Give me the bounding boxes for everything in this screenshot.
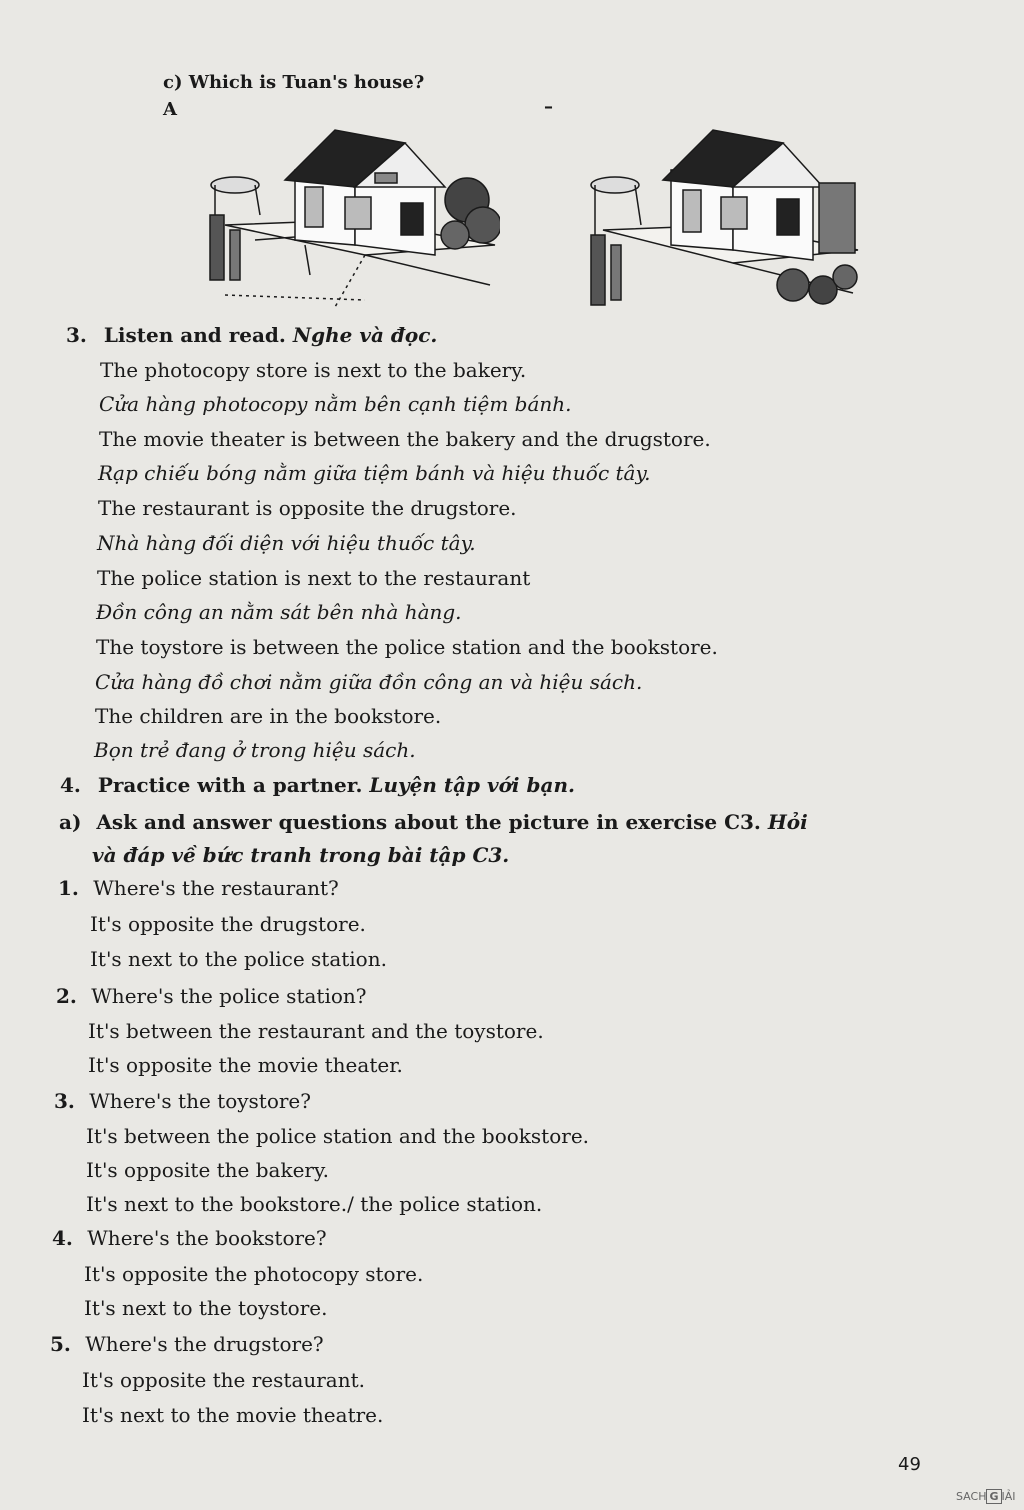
item-number: 3. bbox=[54, 1089, 75, 1113]
reading-line-vi: Cửa hàng photocopy nằm bên cạnh tiệm bánh. bbox=[99, 392, 572, 416]
answer: It's next to the movie theatre. bbox=[82, 1403, 384, 1427]
answer: It's opposite the movie theater. bbox=[88, 1053, 403, 1077]
answer: It's opposite the bakery. bbox=[86, 1158, 329, 1182]
answer: It's opposite the restaurant. bbox=[82, 1368, 366, 1392]
answer: It's opposite the drugstore. bbox=[90, 912, 366, 936]
house-b-illustration bbox=[583, 125, 868, 310]
house-a-illustration bbox=[205, 125, 500, 310]
answer: It's opposite the photocopy store. bbox=[84, 1262, 424, 1286]
reading-line-en: The restaurant is opposite the drugstore. bbox=[98, 496, 517, 520]
answer: It's between the police station and the bookstore. bbox=[86, 1124, 590, 1148]
option-b-label: – bbox=[544, 96, 553, 117]
sub-a-text-vi: Hỏi bbox=[767, 810, 808, 834]
reading-line-vi: Cửa hàng đồ chơi nằm giữa đồn công an và hiệu sách. bbox=[95, 670, 643, 694]
option-a-label: A bbox=[163, 99, 177, 120]
reading-line-vi: Đồn công an nằm sát bên nhà hàng. bbox=[96, 600, 462, 624]
reading-line-en: The police station is next to the restaurant bbox=[97, 566, 531, 590]
answer: It's next to the police station. bbox=[90, 947, 387, 971]
sub-a-text: Ask and answer questions about the picture in exercise C3. bbox=[96, 810, 761, 834]
question: Where's the restaurant? bbox=[93, 876, 339, 900]
item-number: 5. bbox=[50, 1332, 71, 1356]
section3-title-vi: Nghe và đọc. bbox=[292, 323, 438, 347]
section4-title: Practice with a partner. bbox=[97, 773, 363, 797]
section3-number: 3. bbox=[66, 323, 87, 347]
item-number: 2. bbox=[56, 984, 77, 1008]
watermark-logo: SACH G IẢI bbox=[956, 1490, 1016, 1503]
reading-line-vi: Bọn trẻ đang ở trong hiệu sách. bbox=[94, 738, 416, 762]
answer: It's next to the toystore. bbox=[84, 1296, 328, 1320]
reading-line-en: The photocopy store is next to the bakery. bbox=[100, 358, 527, 382]
question: Where's the toystore? bbox=[89, 1089, 311, 1113]
reading-line-en: The children are in the bookstore. bbox=[95, 704, 442, 728]
reading-line-en: The movie theater is between the bakery and the drugstore. bbox=[99, 427, 711, 451]
reading-line-vi: Rạp chiếu bóng nằm giữa tiệm bánh và hiệu thuốc tây. bbox=[98, 461, 651, 485]
item-number: 4. bbox=[52, 1226, 73, 1250]
section3-title: Listen and read. bbox=[103, 323, 286, 347]
question: Where's the drugstore? bbox=[85, 1332, 324, 1356]
page-number: 49 bbox=[898, 1454, 921, 1475]
reading-line-vi: Nhà hàng đối diện với hiệu thuốc tây. bbox=[97, 531, 476, 555]
reading-line-en: The toystore is between the police station and the bookstore. bbox=[96, 635, 718, 659]
sub-a-text-vi-cont: và đáp về bức tranh trong bài tập C3. bbox=[92, 843, 510, 867]
answer: It's between the restaurant and the toystore. bbox=[88, 1019, 544, 1043]
answer: It's next to the bookstore./ the police station. bbox=[86, 1192, 543, 1216]
section4-number: 4. bbox=[60, 773, 81, 797]
item-number: 1. bbox=[58, 876, 79, 900]
question: Where's the police station? bbox=[91, 984, 367, 1008]
question-c-title: c) Which is Tuan's house? bbox=[163, 72, 425, 93]
section4-title-vi: Luyện tập với bạn. bbox=[369, 773, 575, 797]
question: Where's the bookstore? bbox=[87, 1226, 327, 1250]
sub-a-label: a) bbox=[59, 810, 82, 834]
